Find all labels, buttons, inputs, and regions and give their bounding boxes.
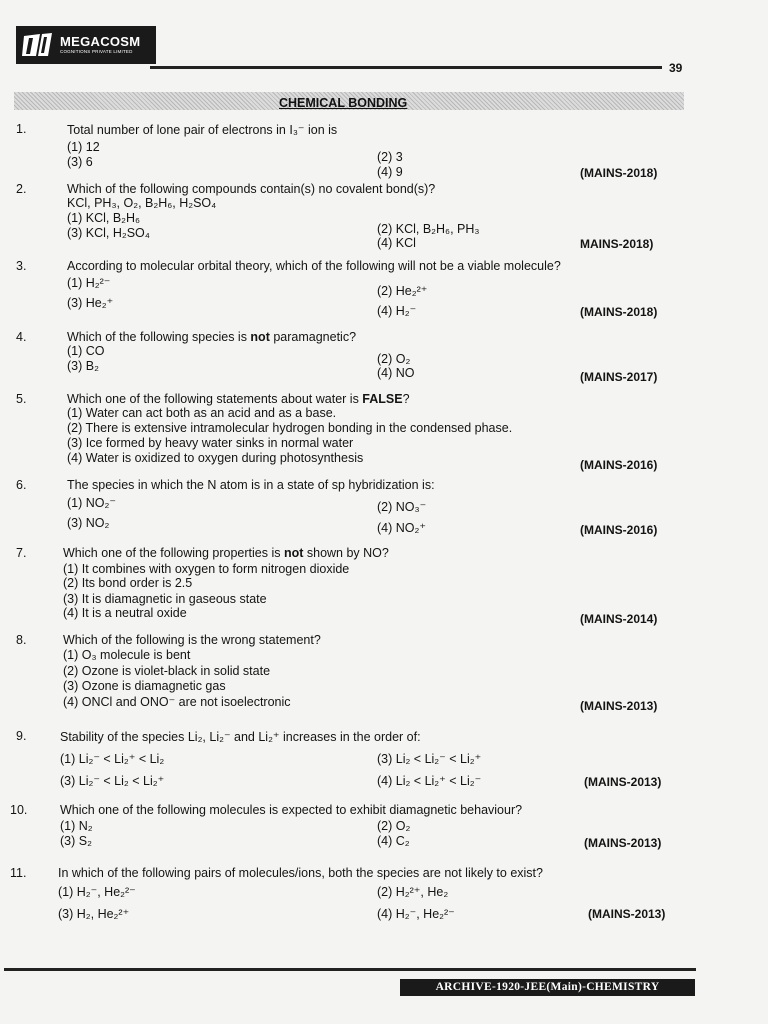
- option-4: (4) 9: [377, 165, 403, 179]
- exam-source: (MAINS-2013): [580, 699, 658, 713]
- publisher-logo: [16, 26, 156, 64]
- exam-source: (MAINS-2018): [580, 166, 658, 180]
- section-title: CHEMICAL BONDING: [279, 96, 408, 110]
- option-2: (2) He₂²⁺: [377, 284, 428, 298]
- footer-archive-label: ARCHIVE-1920-JEE(Main)-CHEMISTRY: [400, 979, 695, 996]
- option-2: (2) H₂²⁺, He₂: [377, 885, 449, 899]
- option-1: (1) H₂⁻, He₂²⁻: [58, 885, 136, 899]
- option-3: (3) KCl, H₂SO₄: [67, 226, 150, 240]
- option-4: (4) It is a neutral oxide: [63, 606, 187, 620]
- option-3: (3) Ozone is diamagnetic gas: [63, 679, 226, 693]
- option-1: (1) It combines with oxygen to form nitrogen dioxide: [63, 562, 350, 576]
- option-2: (2) There is extensive intramolecular hydrogen bonding in the condensed phase.: [67, 421, 513, 435]
- option-2: (2) Its bond order is 2.5: [63, 576, 193, 590]
- exam-source: (MAINS-2013): [588, 907, 666, 921]
- question-number: 11.: [10, 866, 27, 880]
- option-1: (1) O₃ molecule is bent: [63, 648, 191, 662]
- option-2: (2) NO₃⁻: [377, 500, 427, 514]
- exam-source: (MAINS-2013): [584, 775, 662, 789]
- question-stem: The species in which the N atom is in a state of sp hybridization is:: [67, 478, 435, 492]
- option-2: (3) Li₂ < Li₂⁻ < Li₂⁺: [377, 752, 482, 766]
- option-1: (1) NO₂⁻: [67, 496, 116, 510]
- option-4: (4) Water is oxidized to oxygen during photosynthesis: [67, 451, 364, 465]
- option-3: (3) Li₂⁻ < Li₂ < Li₂⁺: [60, 774, 165, 788]
- option-3: (3) NO₂: [67, 516, 110, 530]
- question-number: 4.: [16, 330, 27, 344]
- option-1: (1) N₂: [60, 819, 93, 833]
- question-stem: Which one of the following molecules is expected to exhibit diamagnetic behaviour?: [60, 803, 523, 817]
- question-stem: According to molecular orbital theory, which of the following will not be a viable molecule?: [67, 259, 561, 273]
- option-1: (1) KCl, B₂H₆: [67, 211, 141, 225]
- question-number: 10.: [10, 803, 28, 817]
- option-1: (1) Li₂⁻ < Li₂⁺ < Li₂: [60, 752, 165, 766]
- option-4: (4) KCl: [377, 236, 416, 250]
- question-stem: Which of the following species is not paramagnetic?: [67, 330, 357, 344]
- question-stem: Which one of the following properties is not shown by NO?: [63, 546, 389, 560]
- option-4: (4) NO₂⁺: [377, 521, 426, 535]
- option-4: (4) ONCl and ONO⁻ are not isoelectronic: [63, 695, 291, 709]
- option-3: (3) B₂: [67, 359, 99, 373]
- exam-source: (MAINS-2016): [580, 523, 658, 537]
- question-stem: Stability of the species Li₂, Li₂⁻ and Li₂⁺ increases in the order of:: [60, 730, 421, 744]
- footer-divider: [4, 968, 696, 971]
- question-stem: In which of the following pairs of molecules/ions, both the species are not likely to exist?: [58, 866, 543, 880]
- option-2: (2) 3: [377, 150, 403, 164]
- question-number: 1.: [16, 122, 27, 136]
- question-stem: Which of the following is the wrong statement?: [63, 633, 321, 647]
- exam-source: MAINS-2018): [580, 237, 654, 251]
- question-stem: Total number of lone pair of electrons in I₃⁻ ion is: [67, 123, 338, 137]
- exam-source: (MAINS-2014): [580, 612, 658, 626]
- option-1: (1) Water can act both as an acid and as a base.: [67, 406, 337, 420]
- question-number: 3.: [16, 259, 27, 273]
- exam-source: (MAINS-2017): [580, 370, 658, 384]
- option-3: (3) It is diamagnetic in gaseous state: [63, 592, 267, 606]
- exam-source: (MAINS-2018): [580, 305, 658, 319]
- page-number: 39: [669, 61, 683, 75]
- option-3: (3) He₂⁺: [67, 296, 114, 310]
- option-1: (1) 12: [67, 140, 100, 154]
- option-2: (2) KCl, B₂H₆, PH₃: [377, 222, 480, 236]
- option-4: (4) H₂⁻: [377, 304, 417, 318]
- option-4: (4) H₂⁻, He₂²⁻: [377, 907, 455, 921]
- option-4: (4) NO: [377, 366, 415, 380]
- compound-list: KCl, PH₃, O₂, B₂H₆, H₂SO₄: [67, 196, 217, 210]
- question-number: 8.: [16, 633, 27, 647]
- option-2: (2) O₂: [377, 352, 411, 366]
- brand-name: MEGACOSM: [60, 34, 141, 50]
- exam-source: (MAINS-2016): [580, 458, 658, 472]
- option-2: (2) O₂: [377, 819, 411, 833]
- option-1: (1) H₂²⁻: [67, 276, 111, 290]
- option-1: (1) CO: [67, 344, 105, 358]
- question-number: 7.: [16, 546, 27, 560]
- book-logo-icon: [22, 32, 54, 58]
- question-number: 5.: [16, 392, 27, 406]
- question-number: 6.: [16, 478, 27, 492]
- option-2: (2) Ozone is violet-black in solid state: [63, 664, 271, 678]
- option-3: (3) 6: [67, 155, 93, 169]
- header-divider: [150, 66, 662, 69]
- question-stem: Which of the following compounds contain(s) no covalent bond(s)?: [67, 182, 436, 196]
- question-number: 2.: [16, 182, 27, 196]
- exam-source: (MAINS-2013): [584, 836, 662, 850]
- option-4: (4) Li₂ < Li₂⁺ < Li₂⁻: [377, 774, 482, 788]
- option-3: (3) Ice formed by heavy water sinks in normal water: [67, 436, 354, 450]
- question-number: 9.: [16, 729, 27, 743]
- question-stem: Which one of the following statements about water is FALSE?: [67, 392, 410, 406]
- brand-tagline: COGNITIONS PRIVATE LIMITED: [60, 49, 133, 55]
- option-3: (3) S₂: [60, 834, 92, 848]
- option-3: (3) H₂, He₂²⁺: [58, 907, 130, 921]
- option-4: (4) C₂: [377, 834, 410, 848]
